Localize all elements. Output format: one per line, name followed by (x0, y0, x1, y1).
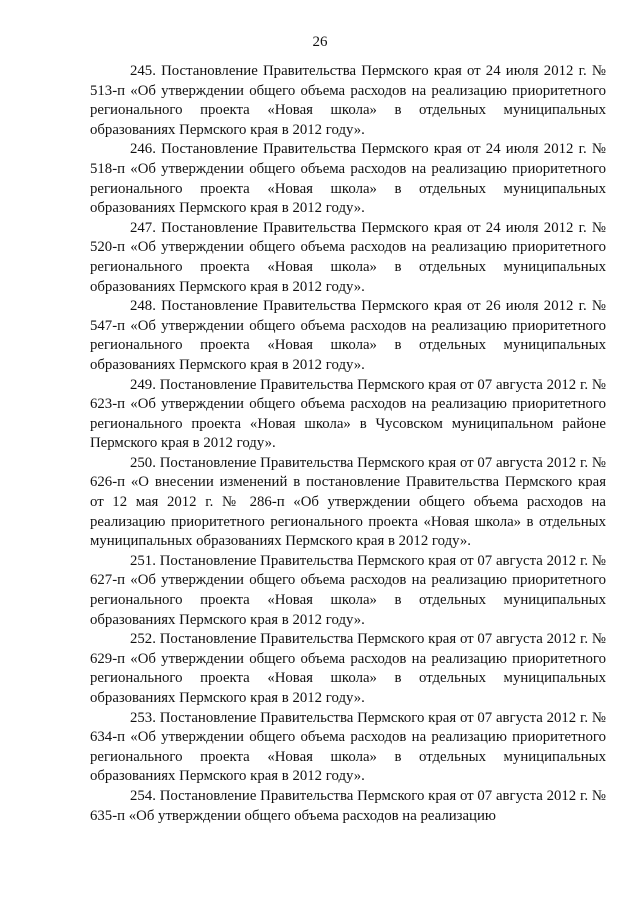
page-number: 26 (312, 34, 328, 50)
paragraph-254: 254. Постановление Правительства Пермского края от 07 августа 2012 г. № 635-п «Об утверждении общего объема расходов на реализацию (90, 787, 606, 824)
document-body (90, 62, 606, 826)
paragraph-249: 249. Постановление Правительства Пермского края от 07 августа 2012 г. № 623-п «Об утверждении общего объема расходов на реализацию приоритетного регионального проекта «Новая школа» в Чусовском муниципальном районе Пермского края в 2012 году». (90, 376, 606, 452)
paragraph-246: 246. Постановление Правительства Пермского края от 24 июля 2012 г. № 518-п «Об утверждении общего объема расходов на реализацию приоритетного регионального проекта «Новая школа» в отдельных муниципальных образованиях Пермского края в 2012 году». (90, 141, 606, 217)
paragraph-251: 251. Постановление Правительства Пермского края от 07 августа 2012 г. № 627-п «Об утверждении общего объема расходов на реализацию приоритетного регионального проекта «Новая школа» в отдельных муниципальных образованиях Пермского края в 2012 году». (90, 552, 606, 628)
paragraph-253: 253. Постановление Правительства Пермского края от 07 августа 2012 г. № 634-п «Об утверждении общего объема расходов на реализацию приоритетного регионального проекта «Новая школа» в отдельных муниципальных образованиях Пермского края в 2012 году». (90, 709, 606, 785)
paragraph-250: 250. Постановление Правительства Пермского края от 07 августа 2012 г. № 626-п «О внесении изменений в постановление Правительства Пермского края от 12 мая 2012 г. № 286-п «Об утверждении общего объема расходов на реализацию приоритетного регионального проекта «Новая школа» в отдельных муниципальных образованиях Пермского края в 2012 году». (90, 454, 606, 550)
paragraph-245: 245. Постановление Правительства Пермского края от 24 июля 2012 г. № 513-п «Об утверждении общего объема расходов на реализацию приоритетного регионального проекта «Новая школа» в отдельных муниципальных образованиях Пермского края в 2012 году». (90, 63, 606, 138)
paragraph-247: 247. Постановление Правительства Пермского края от 24 июля 2012 г. № 520-п «Об утверждении общего объема расходов на реализацию приоритетного регионального проекта «Новая школа» в отдельных муниципальных образованиях Пермского края в 2012 году». (90, 219, 606, 295)
paragraph-248: 248. Постановление Правительства Пермского края от 26 июля 2012 г. № 547-п «Об утверждении общего объема расходов на реализацию приоритетного регионального проекта «Новая школа» в отдельных муниципальных образованиях Пермского края в 2012 году». (90, 298, 606, 373)
paragraph-252: 252. Постановление Правительства Пермского края от 07 августа 2012 г. № 629-п «Об утверждении общего объема расходов на реализацию приоритетного регионального проекта «Новая школа» в отдельных муниципальных образованиях Пермского края в 2012 году». (90, 631, 606, 706)
